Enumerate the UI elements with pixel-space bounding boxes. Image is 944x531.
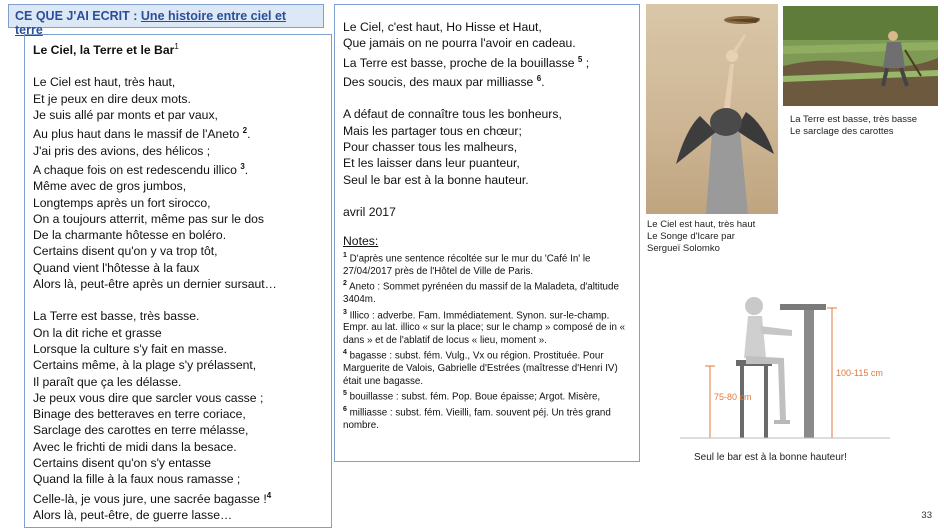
carrot-field-photo xyxy=(783,6,938,106)
stanza-ho-hisse xyxy=(343,19,631,90)
verse-line: Le Ciel est haut, très haut, xyxy=(33,75,176,90)
stool-height-label: 75-80 cm xyxy=(714,392,752,402)
verse-line: Avec le frichti de midi dans la besace. xyxy=(33,439,237,454)
verse-line: Quand la fille à la faux nous ramasse ; xyxy=(33,472,241,487)
verse-line: Lorsque la culture s'y fait en masse. xyxy=(33,341,228,356)
verse-line: Même avec de gros jumbos, xyxy=(33,179,187,194)
verse-line: Le Ciel, c'est haut, Ho Hisse et Haut, xyxy=(343,20,542,34)
icarus-painting xyxy=(646,4,778,214)
verse-line: Certains disent qu'on s'y entasse xyxy=(33,456,212,471)
footnote: $^5$ bouillasse : subst. fém. Pop. Boue épaisse; Argot. Misère, xyxy=(343,390,601,403)
verse-line: Certains même, à la plage s'y prélassent, xyxy=(33,358,257,373)
header-title: Une histoire entre ciel et terre xyxy=(15,9,287,37)
bar-stool-diagram xyxy=(680,292,890,442)
verse-line: La Terre est basse, proche de la bouillasse $^5$ ; xyxy=(343,54,590,70)
verse-line: Certains disent qu'on y va trop tôt, xyxy=(33,244,218,259)
verse-line: Que jamais on ne pourra l'avoir en cadeau. xyxy=(343,36,576,51)
verse-line: Des soucis, des maux par milliasse $^6$. xyxy=(343,73,545,90)
poem-title-ref: 1 xyxy=(174,42,179,51)
verse-line: Alors là, peut-être après un dernier sursaut… xyxy=(33,277,277,292)
footnote-ref: 5 xyxy=(577,54,583,64)
verse-line: La Terre est basse, très basse. xyxy=(33,309,200,324)
verse-line: Pour chasser tous les malheurs, xyxy=(343,139,518,154)
stanza-bonheurs xyxy=(343,106,631,187)
verse-line: A défaut de connaître tous les bonheurs, xyxy=(343,107,562,122)
verse-line: Longtemps après un fort sirocco, xyxy=(33,195,211,210)
icarus-caption: Le Ciel est haut, très haut Le Songe d'Icare par Sergueï Solomko xyxy=(647,219,756,254)
table-height-label: 100-115 cm xyxy=(836,368,883,378)
verse-line: Binage des betteraves en terre coriace, xyxy=(33,407,246,422)
verse-line: Quand vient l'hôtesse à la faux xyxy=(33,260,200,275)
footnote-ref: 4 xyxy=(266,490,272,500)
page-number: 33 xyxy=(921,510,932,521)
footnote: $^6$ milliasse : subst. fém. Vieilli, fam. souvent péj. Un très grand nombre. xyxy=(343,405,611,431)
footnote-ref: 6 xyxy=(536,73,542,83)
verse-line: Je peux vous dire que sarcler vous casse ; xyxy=(33,390,264,405)
stanza-terre xyxy=(33,308,323,523)
poem-box-left xyxy=(24,34,332,528)
verse-line: Et je peux en dire deux mots. xyxy=(33,91,191,106)
verse-line: On la dit riche et grasse xyxy=(33,325,162,340)
verse-line: Alors là, peut-être, de guerre lasse… xyxy=(33,507,233,522)
verse-line: De la charmante hôtesse en boléro. xyxy=(33,228,227,243)
footnote: $^1$ D'après une sentence récoltée sur le mur du 'Café In' le 27/04/2017 près de l'Hôtel de Ville de Paris. xyxy=(343,252,591,277)
notes-title: Notes: xyxy=(343,234,379,249)
section-header xyxy=(8,4,324,37)
verse-line: On a toujours atterrit, même pas sur le dos xyxy=(33,211,264,226)
bar-caption: Seul le bar est à la bonne hauteur! xyxy=(694,452,847,463)
poem-box-middle xyxy=(334,4,640,462)
verse-line: J'ai pris des avions, des hélicos ; xyxy=(33,143,211,158)
verse-line: Sarclage des carottes en terre mélasse, xyxy=(33,423,249,438)
footnote-ref: 3 xyxy=(240,161,245,171)
verse-line: Seul le bar est à la bonne hauteur. xyxy=(343,172,529,187)
poem-date: avril 2017 xyxy=(343,204,396,219)
stanza-ciel xyxy=(33,74,323,292)
footnote: $^3$ Illico : adverbe. Fam. Immédiatement. Synon. sur-le-champ. Empr. au lat. illico « sur la place; sur le champ » composé de in « dans » et de l'ablatif de locus « lieu, moment ». xyxy=(343,308,626,346)
verse-line: Celle-là, je vous jure, une sacrée bagasse !$^4$ xyxy=(33,490,272,506)
poem-title: Le Ciel, la Terre et le Bar$^1$ xyxy=(33,42,179,58)
verse-line: Il paraît que ça les délasse. xyxy=(33,374,182,389)
verse-line: Au plus haut dans le massif de l'Aneto $^2$. xyxy=(33,126,251,142)
header-prefix: CE QUE J'AI ECRIT : xyxy=(15,9,141,23)
verse-line: Je suis allé par monts et par vaux, xyxy=(33,107,218,122)
footnote: $^2$ Aneto : Sommet pyrénéen du massif de la Maladeta, d'altitude 3404m. xyxy=(343,280,619,306)
notes-list xyxy=(343,250,631,432)
verse-line: Mais les partager tous en chœur; xyxy=(343,123,522,138)
verse-line: Et les laisser dans leur puanteur, xyxy=(343,156,520,171)
carrot-caption: La Terre est basse, très basse Le sarclage des carottes xyxy=(790,114,918,137)
footnote-ref: 2 xyxy=(242,126,248,136)
verse-line: A chaque fois on est redescendu illico $^3$. xyxy=(33,161,249,177)
footnote: $^4$ bagasse : subst. fém. Vulg., Vx ou région. Prostituée. Pour Marguerite de Valois, Gabrielle d'Estrées (maîtresse d'Henri IV) était une bagasse. xyxy=(343,349,618,387)
